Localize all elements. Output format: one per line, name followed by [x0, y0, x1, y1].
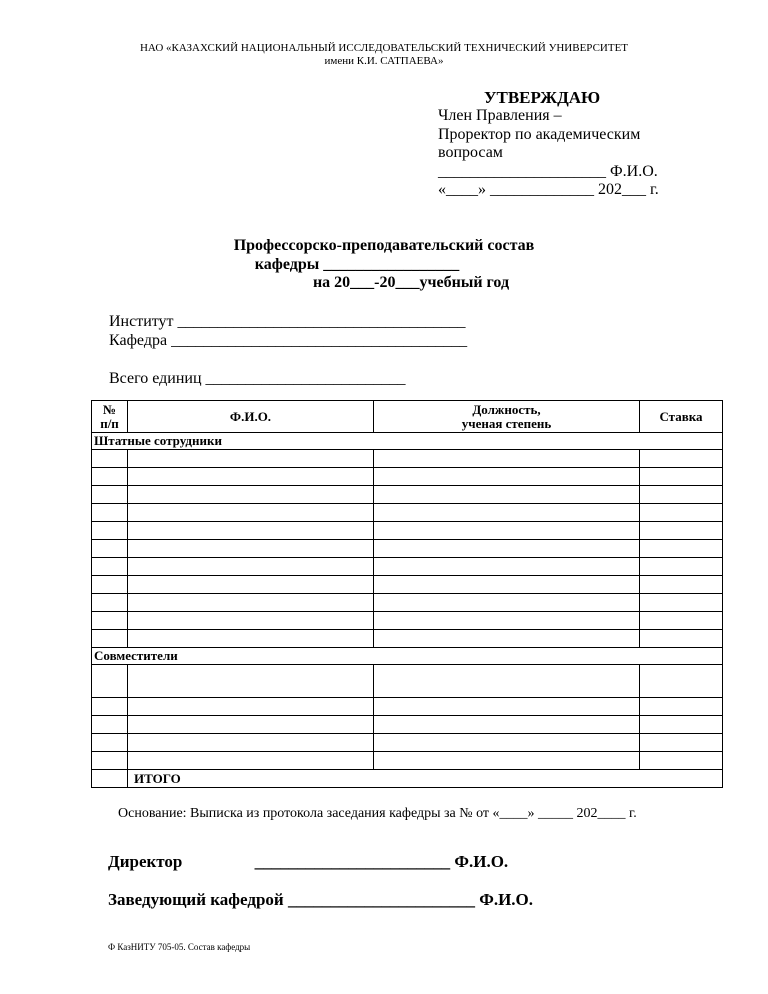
table-row [92, 665, 723, 698]
table-row [92, 540, 723, 558]
doc-title-line1: Профессорско-преподавательский состав [233, 237, 535, 254]
table-row [92, 630, 723, 648]
form-footer: Ф КазНИТУ 705-05. Состав кафедры [108, 942, 251, 952]
table-row [92, 504, 723, 522]
approve-date-line: «____» _____________ 202___ г. [438, 181, 659, 198]
table-row [92, 612, 723, 630]
section-parttime-label: Совместители [92, 648, 723, 665]
table-row [92, 752, 723, 770]
table-header-row [92, 401, 723, 433]
table-row [92, 522, 723, 540]
university-name-line2: имени К.И. САТПАЕВА» [324, 55, 444, 67]
table-row [92, 594, 723, 612]
doc-title-line3: на 20___-20___учебный год [312, 274, 510, 291]
table-row [92, 486, 723, 504]
approve-heading: УТВЕРЖДАЮ [484, 88, 601, 107]
col-rate-header: Ставка [640, 401, 723, 433]
table-row [92, 716, 723, 734]
basis-note: Основание: Выписка из протокола заседания кафедры за № от «____» _____ 202____ г. [118, 806, 637, 821]
section-parttime-row [92, 648, 723, 665]
university-name-line1: НАО «КАЗАХСКИЙ НАЦИОНАЛЬНЫЙ ИССЛЕДОВАТЕЛЬСКИЙ ТЕХНИЧЕСКИЙ УНИВЕРСИТЕТ [139, 42, 629, 54]
total-units-field: Всего единиц _________________________ [109, 370, 406, 387]
approve-line2: Проректор по академическим [438, 126, 641, 143]
col-name-header: Ф.И.О. [128, 401, 374, 433]
table-row [92, 558, 723, 576]
approve-line1: Член Правления – [438, 107, 562, 124]
approve-signature-line: _____________________ Ф.И.О. [438, 163, 658, 180]
table-row [92, 468, 723, 486]
col-number-header: № п/п [92, 401, 128, 433]
staff-table [91, 400, 723, 788]
total-label: ИТОГО [128, 770, 723, 788]
table-row [92, 450, 723, 468]
table-row [92, 698, 723, 716]
approve-line3: вопросам [438, 144, 503, 161]
doc-title-line2: кафедры _________________ [254, 256, 460, 273]
head-signature-line: Заведующий кафедрой ______________________ Ф.И.О. [108, 890, 534, 909]
table-row [92, 576, 723, 594]
total-row [92, 770, 723, 788]
section-staff-label: Штатные сотрудники [92, 433, 723, 450]
col-position-header: Должность, ученая степень [374, 401, 640, 433]
department-field: Кафедра _____________________________________ [109, 332, 468, 349]
table-row [92, 734, 723, 752]
institute-field: Институт ____________________________________ [109, 313, 466, 330]
section-staff-row [92, 433, 723, 450]
director-signature-line: Директор _______________________ Ф.И.О. [108, 852, 509, 871]
